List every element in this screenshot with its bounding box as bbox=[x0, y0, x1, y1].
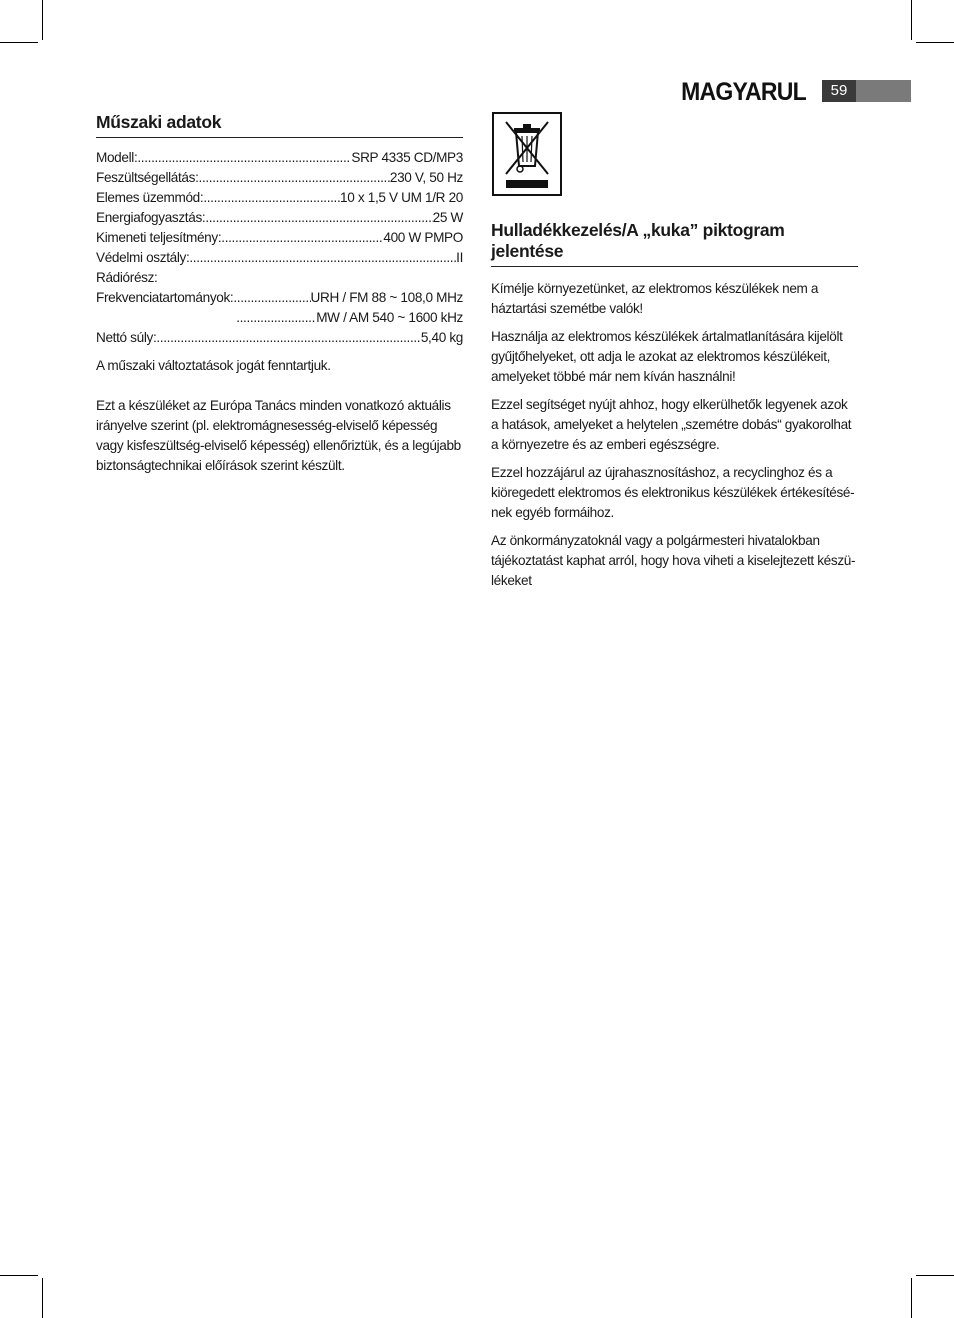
compliance-text: Ezt a készüléket az Európa Tanács minden vonatkozó aktuális irányelve szerint (pl. elektromágnesesség-elviselő képesség vagy kisfeszültség-elviselő képesség) ellenőriztük, és a legújabb biztonságtechnikai előírások szerint készült. bbox=[96, 398, 461, 473]
spec-value: URH / FM 88 ~ 108,0 MHz bbox=[310, 290, 463, 305]
disposal-paragraph: Kímélje környezetünket, az elektromos készülékek nem a háztartási szemétbe valók! bbox=[491, 281, 819, 316]
disposal-paragraph: Használja az elektromos készülékek ártalmatlanítására kijelölt gyűjtőhelyeket, ott adja le azokat az elektromos készülékeit, amelyeket többé már nem kíván használni! bbox=[491, 329, 843, 384]
crop-mark bbox=[42, 0, 43, 40]
language-heading: MAGYARUL bbox=[681, 78, 806, 106]
crop-mark bbox=[0, 1275, 38, 1276]
spec-value: 10 x 1,5 V UM 1/R 20 bbox=[340, 190, 463, 205]
crossed-out-wheelie-bin-icon bbox=[492, 112, 562, 196]
spec-value: 25 W bbox=[432, 210, 463, 225]
spec-label: Kimeneti teljesítmény: bbox=[96, 230, 222, 245]
disposal-paragraph: Ezzel hozzájárul az újrahasznosításhoz, a recyclinghoz és a kiöregedett elektromos és elektronikus készülékek értékesítésé-nek egyéb formáihoz. bbox=[491, 465, 855, 520]
technical-data-title: Műszaki adatok bbox=[96, 112, 463, 138]
disposal-title: Hulladékkezelés/A „kuka” piktogram jelentése bbox=[491, 220, 858, 267]
spec-label: Védelmi osztály: bbox=[96, 250, 190, 265]
spec-row-model bbox=[96, 148, 463, 168]
page-number: 59 bbox=[822, 80, 856, 102]
spec-row-power-supply bbox=[96, 168, 463, 188]
disposal-paragraph: Az önkormányzatoknál vagy a polgármesteri hivatalokban tájékoztatást kaphat arról, hogy hova viheti a kiselejtezett készü-lékeket bbox=[491, 533, 856, 588]
spec-row-output bbox=[96, 228, 463, 248]
spec-value: SRP 4335 CD/MP3 bbox=[351, 150, 463, 165]
crop-mark bbox=[0, 42, 38, 43]
spec-row-weight bbox=[96, 328, 463, 348]
spec-list bbox=[96, 148, 463, 348]
spec-label: Frekvenciatartományok: bbox=[96, 290, 234, 305]
page-bar bbox=[856, 80, 911, 102]
spec-row-battery bbox=[96, 188, 463, 208]
technical-change-note: A műszaki változtatások jogát fenntartjuk. bbox=[96, 358, 331, 373]
spec-label: Energiafogyasztás: bbox=[96, 210, 206, 225]
spec-label: Nettó súly: bbox=[96, 330, 157, 345]
spec-label: Elemes üzemmód: bbox=[96, 190, 204, 205]
spec-row-frequency bbox=[96, 288, 463, 308]
technical-data-section bbox=[96, 112, 463, 476]
crop-mark bbox=[911, 0, 912, 40]
radio-heading: Rádiórész: bbox=[96, 270, 158, 285]
disposal-section bbox=[491, 112, 858, 591]
crop-mark bbox=[916, 1275, 954, 1276]
spec-value: II bbox=[456, 250, 463, 265]
spec-label: Feszültségellátás: bbox=[96, 170, 199, 185]
crop-mark bbox=[911, 1278, 912, 1318]
spec-row-frequency-am bbox=[96, 308, 463, 328]
spec-label: Modell: bbox=[96, 150, 138, 165]
spec-value: MW / AM 540 ~ 1600 kHz bbox=[316, 310, 463, 325]
spec-row-consumption bbox=[96, 208, 463, 228]
spec-value: 400 W PMPO bbox=[383, 230, 463, 245]
crop-mark bbox=[916, 42, 954, 43]
crop-mark bbox=[42, 1278, 43, 1318]
spec-value: 230 V, 50 Hz bbox=[389, 170, 463, 185]
spec-value: 5,40 kg bbox=[420, 330, 463, 345]
disposal-paragraph: Ezzel segítséget nyújt ahhoz, hogy elkerülhetők legyenek azok a hatások, amelyeket a helytelen „szemétre dobás“ gyakorolhat a környezetre és az emberi egészségre. bbox=[491, 397, 852, 452]
spec-row-protection-class bbox=[96, 248, 463, 268]
